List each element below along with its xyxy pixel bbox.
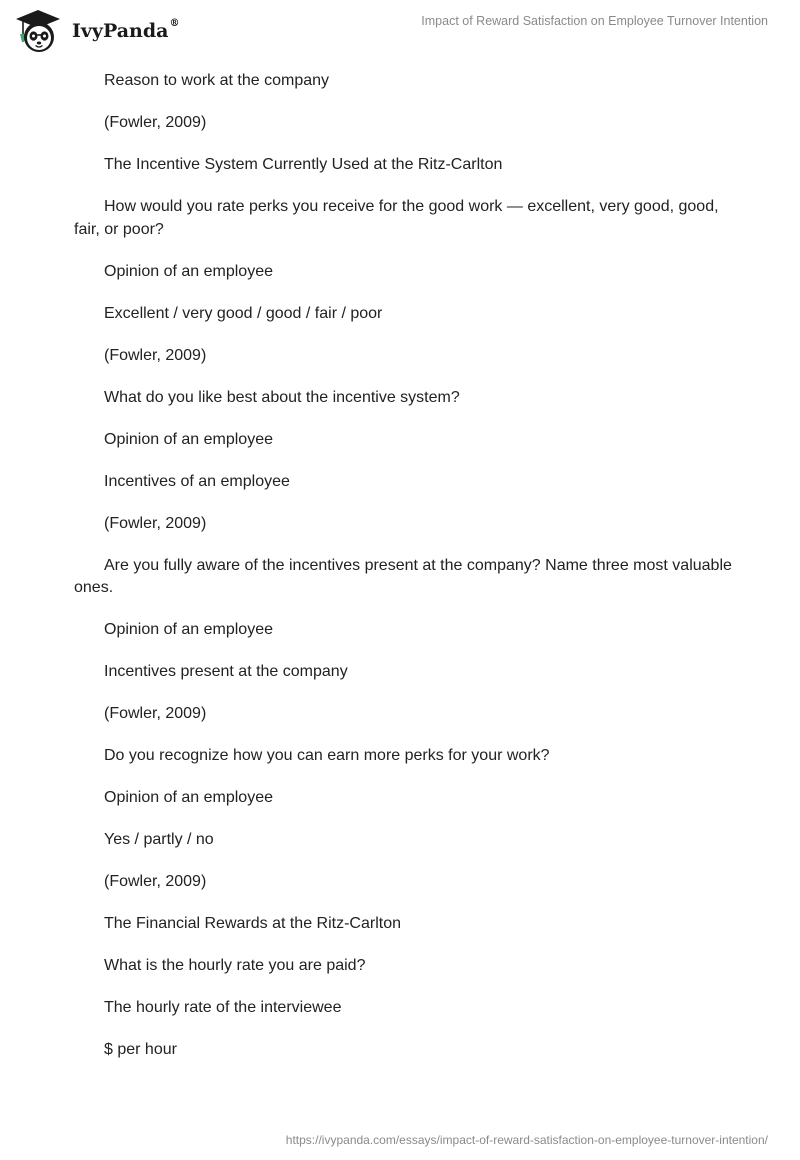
question: Do you recognize how you can earn more perks for your work? — [104, 747, 550, 764]
question: What is the hourly rate you are paid? — [104, 957, 366, 974]
paragraph: The hourly rate of the interviewee — [104, 999, 342, 1016]
paragraph: Reason to work at the company — [104, 72, 330, 89]
paragraph: Opinion of an employee — [104, 262, 273, 280]
running-title: Impact of Reward Satisfaction on Employee Turnover Intention — [421, 14, 768, 28]
paragraph: Yes / partly / no — [104, 831, 214, 848]
source-url[interactable]: https://ivypanda.com/essays/impact-of-reward-satisfaction-on-employee-turnover-intention/ — [285, 1133, 768, 1147]
question: Are you fully aware of the incentives present at the company? Name three most valuable ones. — [74, 556, 732, 596]
document-body — [74, 70, 734, 1081]
panda-graduation-cap-icon — [14, 8, 62, 56]
citation: (Fowler, 2009) — [104, 514, 207, 532]
question: How would you rate perks you receive for the good work — excellent, very good, good, fair, or poor? — [74, 198, 719, 238]
paragraph: Incentives of an employee — [104, 472, 290, 490]
citation: (Fowler, 2009) — [104, 346, 207, 364]
citation: (Fowler, 2009) — [104, 705, 207, 722]
paragraph: Opinion of an employee — [104, 621, 273, 638]
paragraph: $ per hour — [104, 1041, 177, 1058]
citation: (Fowler, 2009) — [104, 114, 207, 131]
paragraph: Excellent / very good / good / fair / poor — [104, 304, 383, 322]
page-header — [0, 0, 800, 60]
ivypanda-logo[interactable] — [14, 8, 194, 56]
section-heading: The Financial Rewards at the Ritz-Carlton — [104, 915, 402, 932]
paragraph: Opinion of an employee — [104, 430, 273, 448]
citation: (Fowler, 2009) — [104, 873, 207, 890]
logo-wordmark: IvyPanda® — [72, 18, 180, 42]
paragraph: Incentives present at the company — [104, 663, 348, 680]
paragraph: Opinion of an employee — [104, 789, 273, 806]
section-heading: The Incentive System Currently Used at the Ritz-Carlton — [104, 156, 503, 173]
question: What do you like best about the incentive system? — [104, 388, 460, 406]
